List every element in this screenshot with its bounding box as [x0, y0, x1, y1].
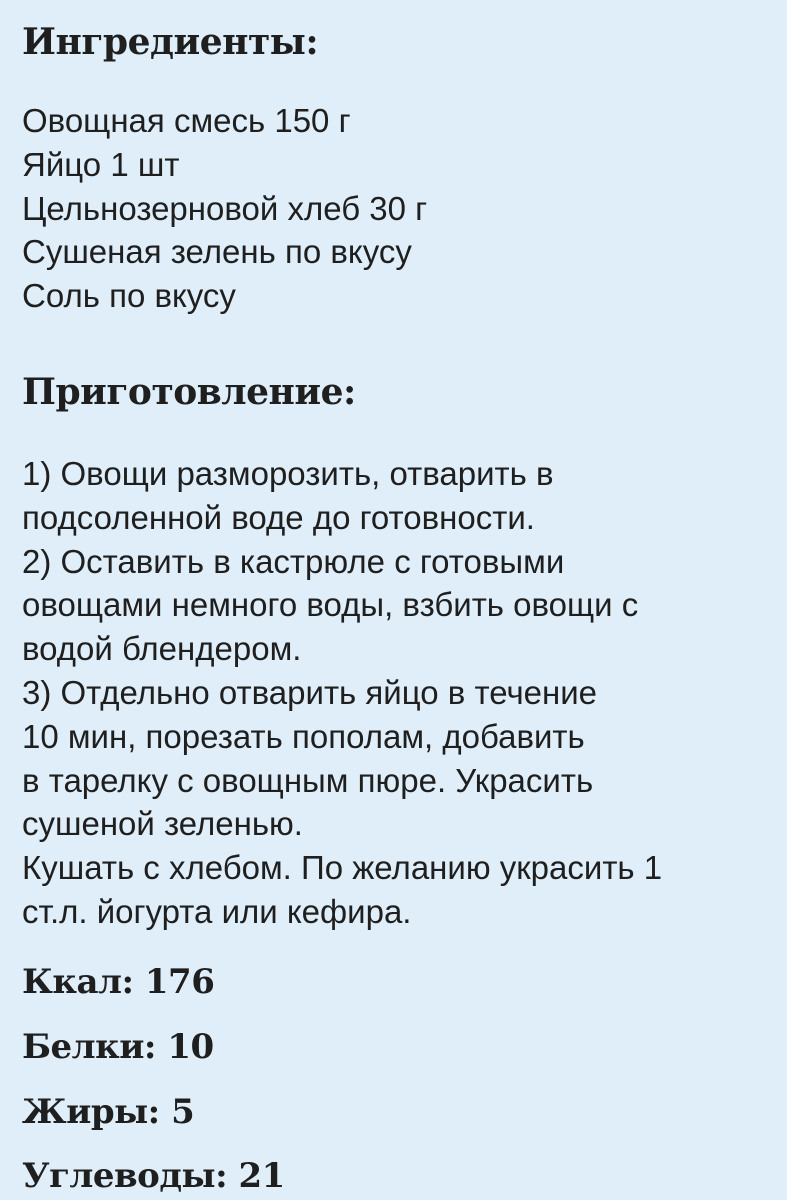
ingredients-list: [22, 99, 427, 318]
ingredients-heading: Ингредиенты:: [22, 21, 319, 63]
preparation-heading: Приготовление:: [22, 371, 356, 413]
step-line: 1) Овощи разморозить, отварить в: [22, 455, 554, 492]
nutrition-carbs: Углеводы: 21: [22, 1156, 285, 1196]
step-line: 2) Оставить в кастрюле с готовыми: [22, 542, 565, 580]
nutrition-protein: Белки: 10: [22, 1027, 214, 1067]
step-line: в тарелку с овощным пюре. Украсить: [22, 761, 594, 799]
ingredient-item: Яйцо 1 шт: [22, 145, 180, 183]
step-line: 10 мин, порезать пополам, добавить: [22, 717, 585, 755]
nutrition-kcal: Ккал: 176: [22, 962, 215, 1002]
step-line: овощами немного воды, взбить овощи с: [22, 586, 639, 624]
step-line: подсоленной воде до готовности.: [22, 498, 535, 536]
step-line: Кушать с хлебом. По желанию украсить 1: [22, 849, 663, 887]
preparation-steps: [22, 452, 662, 934]
nutrition-fat: Жиры: 5: [22, 1092, 195, 1132]
step-line: водой блендером.: [22, 630, 302, 668]
step-line: ст.л. йогурта или кефира.: [22, 892, 412, 930]
step-line: сушеной зеленью.: [22, 805, 303, 843]
ingredient-item: Овощная смесь 150 г: [22, 102, 351, 139]
ingredient-item: Сушеная зелень по вкусу: [22, 233, 412, 271]
step-line: 3) Отдельно отварить яйцо в течение: [22, 673, 598, 711]
ingredient-item: Соль по вкусу: [22, 277, 236, 315]
ingredient-item: Цельнозерновой хлеб 30 г: [22, 189, 428, 227]
